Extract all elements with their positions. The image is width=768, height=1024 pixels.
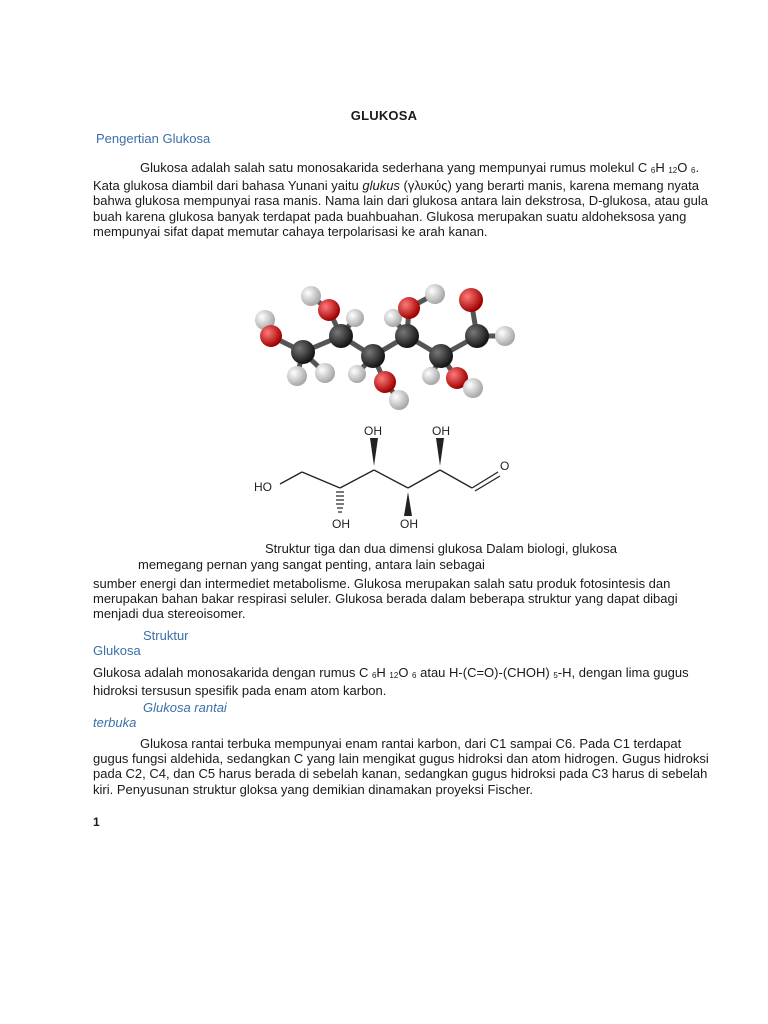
text-segment: atau H-(C=O)-(CHOH) bbox=[416, 665, 554, 680]
label-oh-bottom-right: OH bbox=[400, 517, 418, 531]
heading-glukosa: Glukosa bbox=[93, 643, 141, 658]
text-segment: O bbox=[677, 160, 691, 175]
subscript: 6 bbox=[371, 671, 377, 680]
text-segment: (γλυκύς) yang berarti manis, karena memang nyata bahwa glukosa mempunyai rasa manis. Nama lain dari glukosa antara lain dekstrosa, D-glukosa, atau gula buah karena glukosa banyak terdapat pada buahbuahan. Glukosa merupakan suatu aldoheksosa yang mempunyai sifat dapat memutar cahaya terpolarisasi ke arah kanan. bbox=[93, 178, 708, 239]
heading-struktur: Struktur bbox=[143, 628, 189, 643]
text-segment: -H, dengan lima gugus hidroksi tersusun spesifik pada enam atom karbon. bbox=[93, 665, 689, 699]
heading-pengertian: Pengertian Glukosa bbox=[96, 131, 211, 146]
heading-terbuka: terbuka bbox=[93, 715, 137, 730]
heading-rantai: Glukosa rantai bbox=[143, 700, 227, 715]
text-segment: O bbox=[398, 665, 413, 680]
figure-caption-line2: memegang pernan yang sangat penting, antara lain sebagai bbox=[138, 557, 485, 572]
text-segment: Glukosa adalah monosakarida dengan rumus C bbox=[93, 665, 372, 680]
subscript: 12 bbox=[389, 671, 399, 680]
subscript: 12 bbox=[668, 166, 678, 175]
paragraph-biology: sumber energi dan intermediet metabolisme. Glukosa merupakan salah satu produk fotosintesis dan merupakan bahan bakar respirasi seluler. Glukosa berada dalam beberapa struktur yang dapat dibagi menjadi dua stereoisomer. bbox=[93, 576, 678, 622]
paragraph-formula bbox=[93, 665, 711, 698]
label-oh-top-left: OH bbox=[364, 424, 382, 438]
label-ho: HO bbox=[254, 480, 272, 494]
subscript: 6 bbox=[412, 671, 417, 680]
text-segment: H bbox=[655, 160, 669, 175]
italic-term: glukus bbox=[362, 178, 400, 194]
subscript: 5 bbox=[553, 671, 558, 680]
paragraph-open-chain: Glukosa rantai terbuka mempunyai enam rantai karbon, dari C1 sampai C6. Pada C1 terdapat gugus fungsi aldehida, sedangkan C yang lain mengikat gugus hidroksi dan atom hidrogen. Gugus hidroksi pada C2, C4, dan C5 harus berada di sebelah kanan, sedangkan gugus hidroksi pada C3 harus di sebelah kiri. Penyusunan struktur gloksa yang demikian dinamakan proyeksi Fischer. bbox=[93, 736, 709, 797]
page-number: 1 bbox=[93, 815, 100, 829]
paragraph-definition bbox=[93, 160, 711, 239]
text-segment: H bbox=[376, 665, 390, 680]
figure-caption-line1: Struktur tiga dan dua dimensi glukosa Dalam biologi, glukosa bbox=[265, 541, 617, 556]
text-segment: . Kata glukosa diambil dari bahasa Yunani yaitu bbox=[93, 160, 700, 194]
text-segment: Glukosa adalah salah satu monosakarida sederhana yang mempunyai rumus molekul C bbox=[140, 160, 651, 175]
glucose-3d-model-image bbox=[245, 278, 523, 416]
subscript: 6 bbox=[650, 166, 656, 175]
subscript: 6 bbox=[691, 166, 696, 175]
label-oh-bottom-left: OH bbox=[332, 517, 350, 531]
label-o: O bbox=[500, 459, 510, 473]
document-title: GLUKOSA bbox=[350, 108, 418, 123]
label-oh-top-right: OH bbox=[432, 424, 450, 438]
glucose-2d-structure-diagram bbox=[250, 422, 520, 534]
